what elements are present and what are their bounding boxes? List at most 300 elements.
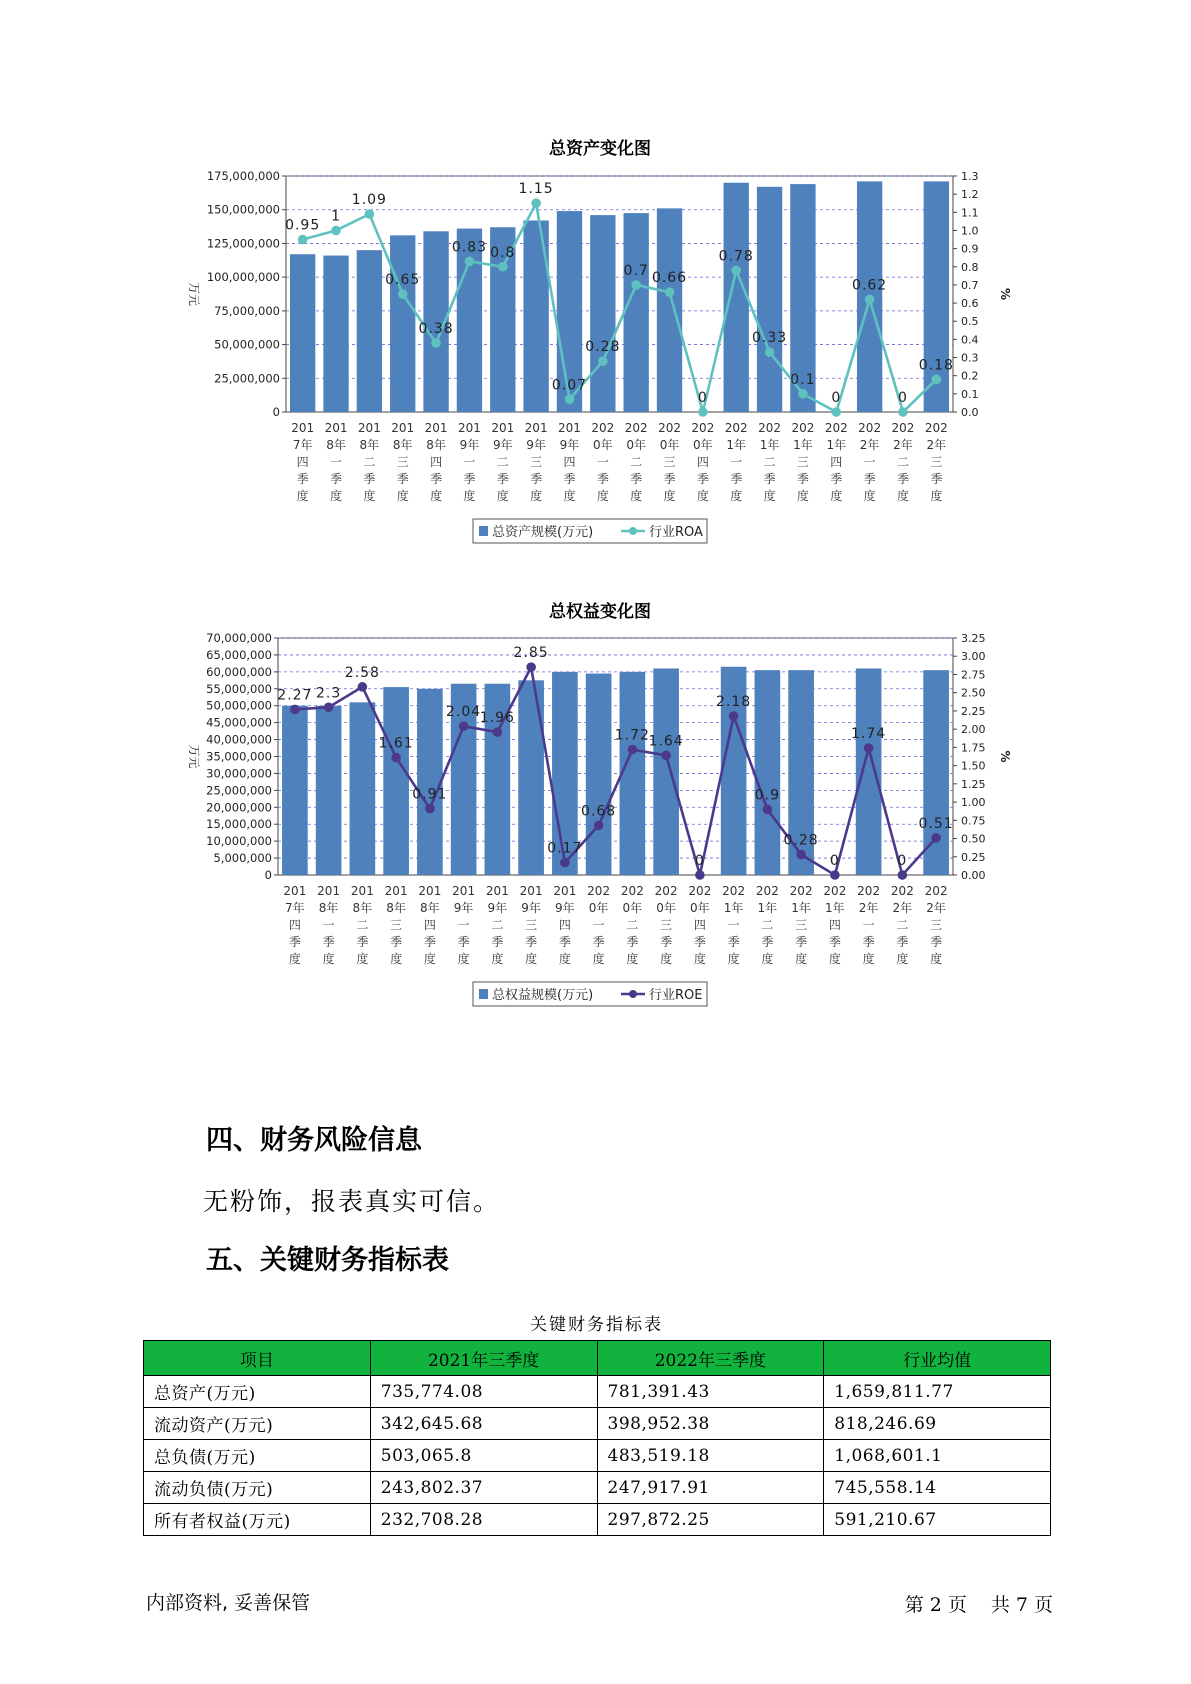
x-tick-label: 0年: [588, 901, 609, 915]
x-tick-label: 2年: [926, 901, 946, 915]
x-tick-label: 三: [795, 918, 808, 932]
x-tick-label: 四: [828, 918, 841, 932]
y2-tick-label: 0.00: [961, 869, 986, 882]
x-tick-label: 季: [430, 472, 443, 486]
x-tick-label: 度: [626, 952, 639, 966]
data-label: 0.8: [490, 244, 516, 261]
x-tick-label: 季: [696, 472, 709, 486]
x-tick-label: 8年: [386, 901, 406, 915]
y-tick-label: 125,000,000: [206, 236, 280, 251]
x-tick-label: 季: [592, 935, 605, 949]
y-tick-label: 100,000,000: [206, 270, 280, 285]
x-tick-label: 度: [663, 489, 676, 503]
total-assets-chart-svg: [160, 160, 1040, 600]
line-point: [526, 662, 536, 672]
table-cell: 503,065.8: [370, 1440, 597, 1472]
bar: [383, 687, 409, 875]
legend-line-marker: [629, 990, 637, 998]
x-tick-label: 201: [524, 421, 548, 435]
line-point: [628, 745, 638, 755]
x-tick-label: 202: [824, 421, 848, 435]
bar: [350, 702, 376, 875]
x-tick-label: 度: [930, 952, 943, 966]
table-cell: 247,917.91: [597, 1472, 824, 1504]
table-cell: 243,802.37: [370, 1472, 597, 1504]
line-point: [531, 198, 541, 208]
x-tick-label: 1年: [759, 438, 780, 452]
bar: [856, 668, 882, 875]
x-tick-label: 度: [630, 489, 643, 503]
x-tick-label: 0年: [626, 438, 646, 452]
line-point: [796, 850, 806, 860]
data-label: 1.64: [648, 733, 684, 750]
legend-bar-swatch: [479, 526, 488, 536]
y2-axis-label: %: [998, 287, 1012, 301]
x-tick-label: 一: [457, 918, 470, 932]
data-label: 1.74: [851, 726, 887, 743]
line-point: [695, 870, 705, 880]
y2-tick-label: 0.6: [961, 297, 979, 311]
bar: [757, 187, 782, 412]
total-label: 页: [1033, 1594, 1053, 1616]
x-tick-label: 7年: [285, 901, 305, 915]
key-financial-table: [143, 1340, 1051, 1536]
section-4-text: 无粉饰，报表真实可信。: [203, 1187, 501, 1216]
table-row: [144, 1472, 1051, 1504]
line-point: [398, 289, 408, 299]
x-tick-label: 9年: [453, 901, 474, 915]
x-tick-label: 9年: [555, 901, 575, 915]
x-tick-label: 三: [660, 918, 673, 932]
y-tick-label: 25,000,000: [214, 371, 280, 386]
legend-label: 总资产规模(万元): [492, 525, 594, 540]
line-point: [831, 407, 841, 417]
table-row: [144, 1376, 1051, 1408]
data-label: 0.38: [418, 321, 454, 338]
x-tick-label: 202: [858, 421, 882, 435]
x-tick-label: 度: [558, 952, 571, 966]
y-tick-label: 50,000,000: [214, 337, 280, 352]
y2-tick-label: 0.25: [961, 850, 986, 864]
table-cell: 总资产(万元): [144, 1376, 371, 1408]
footer-page-number: [899, 1590, 1053, 1617]
x-tick-label: 二: [896, 455, 909, 469]
bar: [457, 229, 482, 412]
x-tick-label: 9年: [459, 438, 480, 452]
x-tick-label: 度: [596, 489, 609, 503]
x-tick-label: 二: [896, 918, 909, 932]
x-tick-label: 度: [727, 952, 740, 966]
x-tick-label: 四: [830, 455, 843, 469]
x-tick-label: 9年: [521, 901, 541, 915]
bar: [620, 672, 646, 875]
x-tick-label: 度: [828, 952, 841, 966]
table-cell: 735,774.08: [370, 1376, 597, 1408]
x-tick-label: 2年: [926, 438, 947, 452]
x-tick-label: 季: [660, 935, 673, 949]
x-tick-label: 度: [592, 952, 605, 966]
column-header: 2021年三季度: [370, 1341, 597, 1376]
data-label: 1.15: [518, 181, 554, 198]
data-label: 0.9: [754, 787, 781, 804]
x-tick-label: 1年: [826, 438, 847, 452]
x-tick-label: 季: [626, 935, 639, 949]
bar: [417, 689, 443, 875]
x-tick-label: 一: [863, 455, 876, 469]
y2-tick-label: 1.2: [961, 188, 979, 202]
x-tick-label: 四: [558, 918, 571, 932]
data-label: 0.95: [285, 217, 321, 234]
bar: [323, 256, 348, 412]
y-tick-label: 30,000,000: [206, 766, 272, 781]
legend-bar-swatch: [479, 989, 488, 999]
bar: [657, 208, 682, 412]
x-tick-label: 三: [930, 455, 943, 469]
data-label: 1.09: [351, 192, 387, 209]
bar: [586, 674, 612, 875]
x-tick-label: 度: [525, 952, 538, 966]
x-tick-label: 四: [430, 455, 443, 469]
column-header: 项目: [144, 1341, 371, 1376]
line-point: [698, 407, 708, 417]
x-tick-label: 季: [630, 472, 643, 486]
line-point: [798, 389, 808, 399]
x-tick-label: 201: [558, 421, 581, 435]
data-label: 0.65: [385, 272, 421, 288]
x-tick-label: 度: [530, 489, 543, 503]
data-label: 1.96: [479, 710, 515, 727]
x-tick-label: 季: [796, 472, 809, 486]
y-tick-label: 0: [272, 405, 280, 419]
x-tick-label: 202: [654, 884, 678, 898]
x-tick-label: 度: [423, 952, 436, 966]
y2-tick-label: 0.9: [961, 242, 979, 256]
y2-axis-label: %: [998, 750, 1012, 763]
x-tick-label: 202: [691, 421, 715, 435]
total-label: 共: [990, 1594, 1010, 1616]
table-row: [144, 1440, 1051, 1472]
page-number: 2: [929, 1594, 942, 1616]
data-label: 2.18: [716, 694, 752, 711]
y-tick-label: 150,000,000: [206, 202, 280, 217]
x-tick-label: 季: [363, 472, 376, 486]
x-tick-label: 0年: [656, 901, 676, 915]
x-tick-label: 三: [525, 918, 538, 932]
x-tick-label: 度: [463, 489, 476, 503]
x-tick-label: 202: [724, 421, 748, 435]
y2-tick-label: 0.8: [961, 260, 979, 274]
data-label: 2.27: [277, 687, 313, 704]
bar: [755, 670, 781, 875]
x-tick-label: 0年: [693, 438, 713, 452]
x-tick-label: 度: [288, 952, 301, 966]
x-tick-label: 202: [587, 884, 611, 898]
x-tick-label: 四: [563, 455, 576, 469]
table-cell: 818,246.69: [824, 1408, 1051, 1440]
x-tick-label: 201: [418, 884, 442, 898]
x-tick-label: 度: [457, 952, 470, 966]
x-tick-label: 202: [758, 421, 782, 435]
table-caption: 关键财务指标表: [530, 1315, 663, 1335]
y2-tick-label: 1.0: [961, 224, 979, 238]
x-tick-label: 季: [322, 935, 335, 949]
line-point: [898, 407, 908, 417]
bar: [724, 183, 749, 412]
x-tick-label: 2年: [893, 438, 913, 452]
x-tick-label: 季: [930, 935, 943, 949]
line-point: [560, 858, 570, 868]
x-tick-label: 季: [396, 472, 409, 486]
y2-tick-label: 0.75: [961, 814, 986, 828]
x-tick-label: 二: [630, 455, 643, 469]
x-tick-label: 201: [485, 884, 509, 898]
line-point: [290, 705, 300, 715]
x-tick-label: 度: [763, 489, 776, 503]
x-tick-label: 9年: [492, 438, 513, 452]
line-point: [865, 295, 875, 305]
line-point: [365, 209, 375, 219]
x-tick-label: 度: [330, 489, 343, 503]
x-tick-label: 202: [924, 421, 948, 435]
x-tick-label: 202: [789, 884, 813, 898]
y2-tick-label: 2.00: [961, 723, 986, 737]
total-assets-chart: [160, 130, 1040, 600]
x-tick-label: 度: [761, 952, 774, 966]
line-point: [830, 870, 840, 880]
x-tick-label: 201: [350, 884, 374, 898]
x-tick-label: 度: [863, 489, 876, 503]
x-tick-label: 季: [795, 935, 808, 949]
page-label: 第: [904, 1594, 924, 1616]
bar: [590, 215, 615, 412]
total-equity-chart-svg: [160, 623, 1040, 1063]
column-header: 2022年三季度: [597, 1341, 824, 1376]
x-tick-label: 0年: [659, 438, 680, 452]
x-tick-label: 1年: [825, 901, 845, 915]
page-label: 页: [947, 1594, 967, 1616]
x-tick-label: 201: [384, 884, 408, 898]
y-tick-label: 20,000,000: [206, 800, 272, 815]
x-tick-label: 度: [660, 952, 673, 966]
line-point: [391, 753, 401, 763]
section-5-heading: 五、关键财务指标表: [206, 1245, 449, 1276]
x-tick-label: 8年: [326, 438, 346, 452]
bar: [653, 668, 679, 875]
line-point: [898, 870, 908, 880]
y-tick-label: 45,000,000: [206, 715, 272, 730]
plot-area: [286, 176, 953, 412]
y-tick-label: 50,000,000: [206, 698, 272, 713]
x-tick-label: 201: [324, 421, 348, 435]
x-tick-label: 季: [830, 472, 843, 486]
x-tick-label: 8年: [420, 901, 440, 915]
y2-tick-label: 2.50: [961, 686, 986, 700]
x-tick-label: 四: [296, 455, 309, 469]
x-tick-label: 季: [896, 472, 909, 486]
data-label: 0.51: [918, 815, 954, 832]
y2-tick-label: 0.1: [961, 387, 979, 401]
x-tick-label: 四: [288, 918, 301, 932]
x-tick-label: 三: [930, 918, 943, 932]
data-label: 0: [831, 390, 842, 406]
x-tick-label: 度: [930, 489, 943, 503]
line-point: [498, 262, 508, 272]
table-row: [144, 1504, 1051, 1536]
data-label: 2.3: [315, 685, 342, 702]
table-cell: 398,952.38: [597, 1408, 824, 1440]
line-point: [661, 751, 671, 761]
data-label: 2.85: [513, 645, 549, 662]
x-tick-label: 季: [896, 935, 909, 949]
x-tick-label: 8年: [426, 438, 446, 452]
chart-title: 总权益变化图: [549, 602, 651, 622]
x-tick-label: 一: [592, 918, 605, 932]
legend-label: 总权益规模(万元): [492, 988, 594, 1003]
bar: [390, 235, 415, 412]
line-point: [565, 394, 575, 404]
x-tick-label: 2年: [859, 438, 880, 452]
line-point: [324, 702, 334, 712]
data-label: 2.04: [446, 704, 482, 721]
x-tick-label: 度: [396, 489, 409, 503]
footer-confidential-note: 内部资料, 妥善保管: [146, 1592, 311, 1614]
x-tick-label: 201: [457, 421, 481, 435]
x-tick-label: 1年: [723, 901, 744, 915]
y-tick-label: 60,000,000: [206, 664, 272, 679]
line-point: [864, 743, 874, 753]
x-tick-label: 度: [363, 489, 376, 503]
y2-tick-label: 0.3: [961, 351, 979, 365]
x-tick-label: 季: [356, 935, 369, 949]
x-tick-label: 季: [525, 935, 538, 949]
x-tick-label: 201: [291, 421, 315, 435]
x-tick-label: 度: [296, 489, 309, 503]
y-tick-label: 10,000,000: [206, 834, 272, 849]
data-label: 0.18: [918, 357, 954, 374]
data-label: 1.61: [378, 735, 414, 752]
y-tick-label: 35,000,000: [206, 749, 272, 764]
x-tick-label: 202: [857, 884, 881, 898]
x-tick-label: 0年: [622, 901, 643, 915]
x-tick-label: 一: [862, 918, 875, 932]
y2-tick-label: 0.4: [961, 333, 979, 347]
y2-tick-label: 1.1: [961, 206, 979, 220]
x-tick-label: 202: [891, 421, 915, 435]
data-label: 0.28: [585, 339, 621, 356]
x-tick-label: 202: [823, 884, 847, 898]
x-tick-label: 季: [423, 935, 436, 949]
line-point: [731, 266, 741, 276]
x-tick-label: 7年: [292, 438, 313, 452]
x-tick-label: 三: [390, 918, 403, 932]
line-point: [358, 682, 368, 692]
y-tick-label: 0: [264, 868, 272, 882]
x-tick-label: 201: [357, 421, 381, 435]
legend: [473, 982, 707, 1006]
line-point: [465, 257, 475, 267]
y2-tick-label: 3.00: [961, 650, 986, 664]
x-tick-label: 季: [596, 472, 609, 486]
line-point: [931, 833, 941, 843]
data-label: 2.58: [344, 664, 380, 681]
x-tick-label: 8年: [392, 438, 413, 452]
x-tick-label: 1年: [757, 901, 778, 915]
x-tick-label: 度: [322, 952, 335, 966]
y-tick-label: 25,000,000: [206, 783, 272, 798]
x-tick-label: 0年: [593, 438, 613, 452]
table-cell: 1,068,601.1: [824, 1440, 1051, 1472]
x-tick-label: 二: [761, 918, 774, 932]
data-label: 0.62: [852, 277, 888, 294]
data-label: 0: [897, 853, 908, 869]
line-point: [459, 721, 469, 731]
x-tick-label: 季: [390, 935, 403, 949]
column-header: 行业均值: [824, 1341, 1051, 1376]
x-tick-label: 度: [862, 952, 875, 966]
line-point: [763, 805, 773, 815]
bar: [357, 250, 382, 412]
table-cell: 流动资产(万元): [144, 1408, 371, 1440]
x-tick-label: 度: [563, 489, 576, 503]
y2-tick-label: 0.5: [961, 315, 979, 329]
x-tick-label: 201: [452, 884, 476, 898]
y2-tick-label: 1.25: [961, 777, 986, 791]
table-cell: 流动负债(万元): [144, 1472, 371, 1504]
data-label: 0: [898, 390, 908, 406]
x-tick-label: 202: [791, 421, 815, 435]
y-tick-label: 55,000,000: [206, 681, 272, 696]
x-tick-label: 度: [356, 952, 369, 966]
x-tick-label: 2年: [892, 901, 913, 915]
x-tick-label: 一: [727, 918, 740, 932]
x-tick-label: 201: [391, 421, 415, 435]
line-point: [765, 347, 775, 357]
x-tick-label: 季: [828, 935, 841, 949]
y2-tick-label: 2.75: [961, 668, 986, 682]
y-tick-label: 40,000,000: [206, 732, 272, 747]
x-tick-label: 202: [658, 421, 681, 435]
data-label: 0.83: [451, 239, 488, 256]
x-tick-label: 度: [496, 489, 509, 503]
x-tick-label: 1年: [791, 901, 811, 915]
x-tick-label: 季: [296, 472, 309, 486]
y2-tick-label: 1.50: [961, 759, 986, 773]
y2-tick-label: 0.0: [961, 406, 979, 419]
x-tick-label: 二: [356, 918, 369, 932]
x-tick-label: 202: [722, 884, 746, 898]
x-tick-label: 度: [730, 489, 743, 503]
x-tick-label: 度: [430, 489, 443, 503]
y2-tick-label: 1.3: [961, 170, 979, 183]
total-pages: 7: [1015, 1594, 1028, 1616]
table-cell: 745,558.14: [824, 1472, 1051, 1504]
x-tick-label: 8年: [359, 438, 380, 452]
x-tick-label: 201: [317, 884, 341, 898]
data-label: 0: [697, 390, 708, 406]
x-tick-label: 一: [596, 455, 609, 469]
table-cell: 所有者权益(万元): [144, 1504, 371, 1536]
x-tick-label: 度: [896, 489, 909, 503]
y2-tick-label: 2.25: [961, 704, 986, 718]
x-tick-label: 9年: [526, 438, 546, 452]
line-point: [932, 375, 942, 385]
x-tick-label: 度: [796, 489, 809, 503]
x-tick-label: 9年: [559, 438, 580, 452]
table-cell: 781,391.43: [597, 1376, 824, 1408]
line-point: [298, 235, 308, 245]
x-tick-label: 度: [696, 489, 709, 503]
x-tick-label: 201: [491, 421, 515, 435]
